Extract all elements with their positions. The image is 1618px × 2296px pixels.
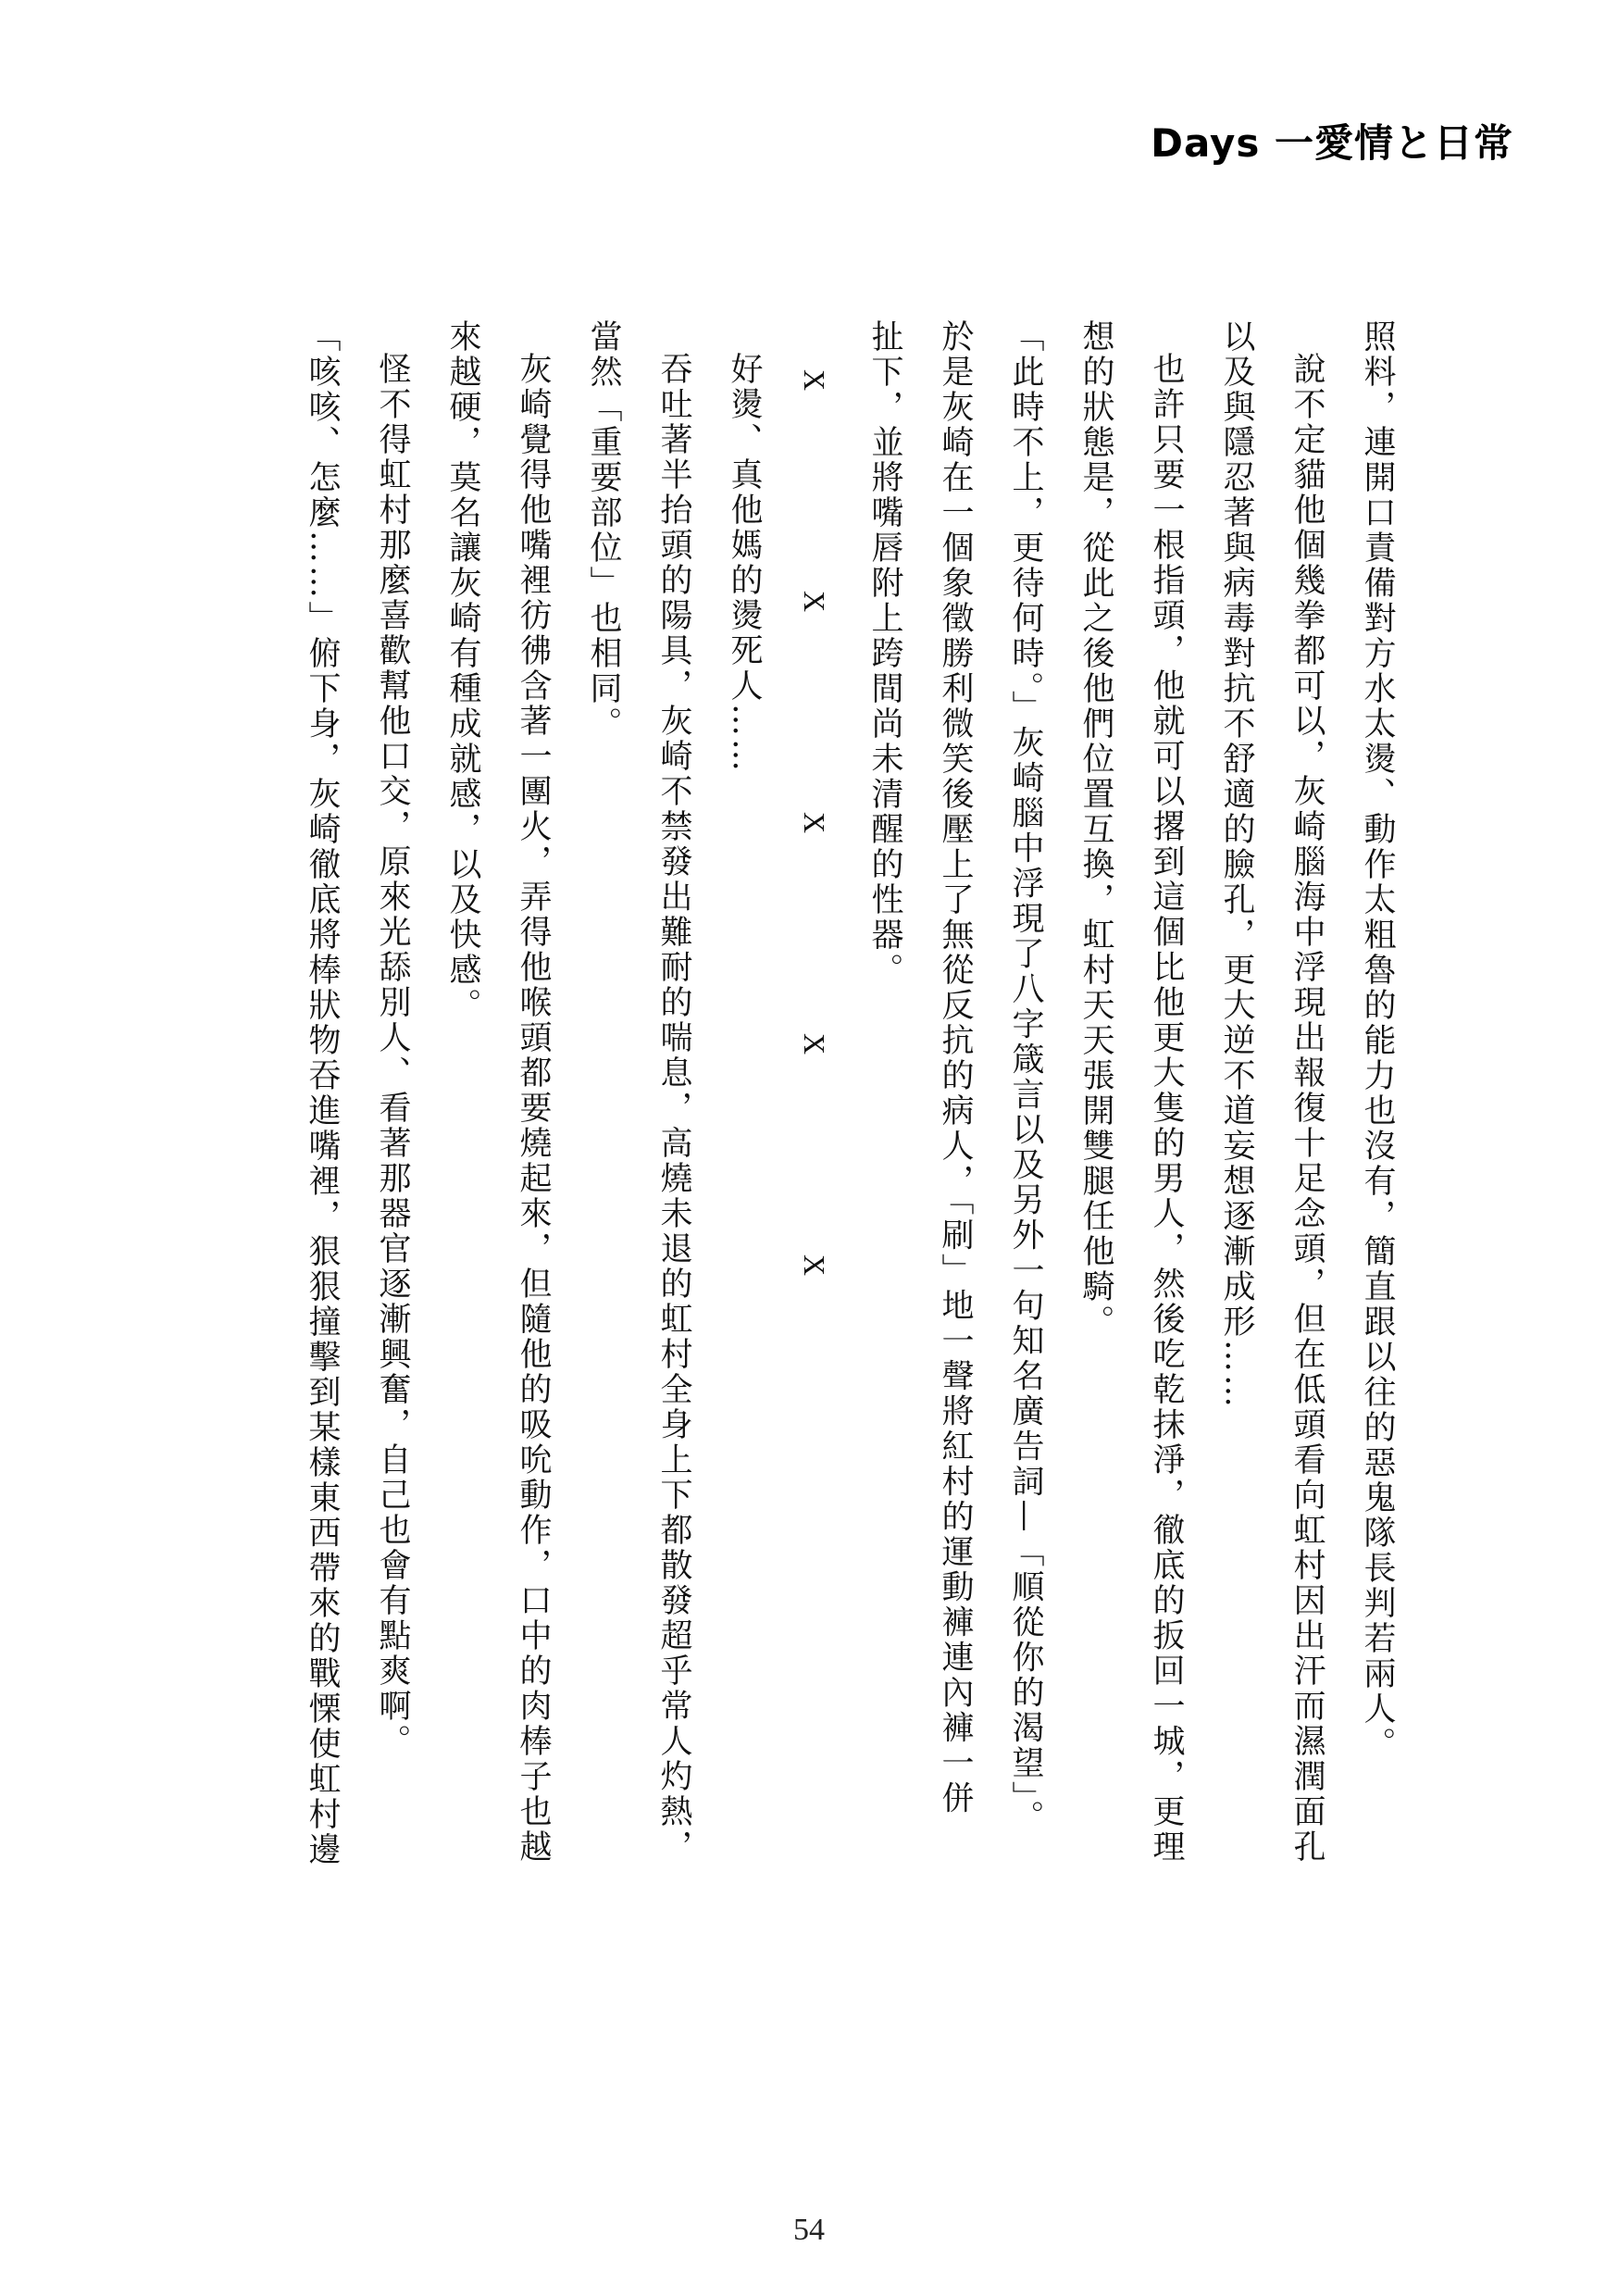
scene-break-mark: X <box>798 369 831 392</box>
text-line: 灰崎覺得他嘴裡彷彿含著一團火，弄得他喉頭都要燒起來，但隨他的吸吮動作，口中的肉棒子也越 <box>515 352 552 1865</box>
text-line: 好燙、真他媽的燙死人…… <box>726 352 763 774</box>
scene-break <box>779 319 850 2134</box>
scene-break-mark: X <box>798 591 831 613</box>
text-line: 於是灰崎在一個象徵勝利微笑後壓上了無從反抗的病人，「刷」地一聲將紅村的運動褲連內褲一併 <box>937 319 974 1816</box>
page-number: 54 <box>793 2213 825 2247</box>
text-line: 「此時不上，更待何時。」灰崎腦中浮現了八字箴言以及另外一句知名廣告詞—「順從你的渴望」。 <box>1007 319 1044 1835</box>
text-line: 想的狀態是，從此之後他們位置互換，虹村天天張開雙腿任他騎。 <box>1077 319 1114 1340</box>
vertical-text-body <box>117 319 1413 2134</box>
text-line: 以及與隱忍著與病毒對抗不舒適的臉孔，更大逆不道妄想逐漸成形…… <box>1218 319 1255 1410</box>
text-line: 照料，連開口責備對方水太燙、動作太粗魯的能力也沒有，簡直跟以往的惡鬼隊長判若兩人。 <box>1359 319 1396 1762</box>
text-line: 「咳咳、怎麼……」俯下身，灰崎徹底將棒狀物吞進嘴裡，狠狠撞擊到某樣東西帶來的戰慄使虹村邊 <box>304 319 341 1867</box>
text-line: 說不定貓他個幾拳都可以，灰崎腦海中浮現出報復十足念頭，但在低頭看向虹村因出汗而濕潤面孔 <box>1288 352 1326 1865</box>
text-line: 當然「重要部位」也相同。 <box>585 319 622 742</box>
text-line: 扯下，並將嘴唇附上跨間尚未清醒的性器。 <box>866 319 903 988</box>
text-line: 怪不得虹村那麼喜歡幫他口交，原來光舔別人、看著那器官逐漸興奮，自己也會有點爽啊。 <box>374 352 411 1759</box>
scene-break-mark: X <box>798 1033 831 1055</box>
scene-break-mark: X <box>798 1254 831 1277</box>
text-line: 來越硬，莫名讓灰崎有種成就感，以及快感。 <box>444 319 481 1023</box>
scene-break-mark: X <box>798 812 831 834</box>
running-header-title: Days 一愛情と日常 <box>1151 120 1513 166</box>
text-line: 也許只要一根指頭，他就可以撂到這個比他更大隻的男人，然後吃乾抹淨，徹底的扳回一城，更理 <box>1148 352 1185 1865</box>
text-line: 吞吐著半抬頭的陽具，灰崎不禁發出難耐的喘息，高燒未退的虹村全身上下都散發超乎常人灼熱， <box>655 352 692 1865</box>
